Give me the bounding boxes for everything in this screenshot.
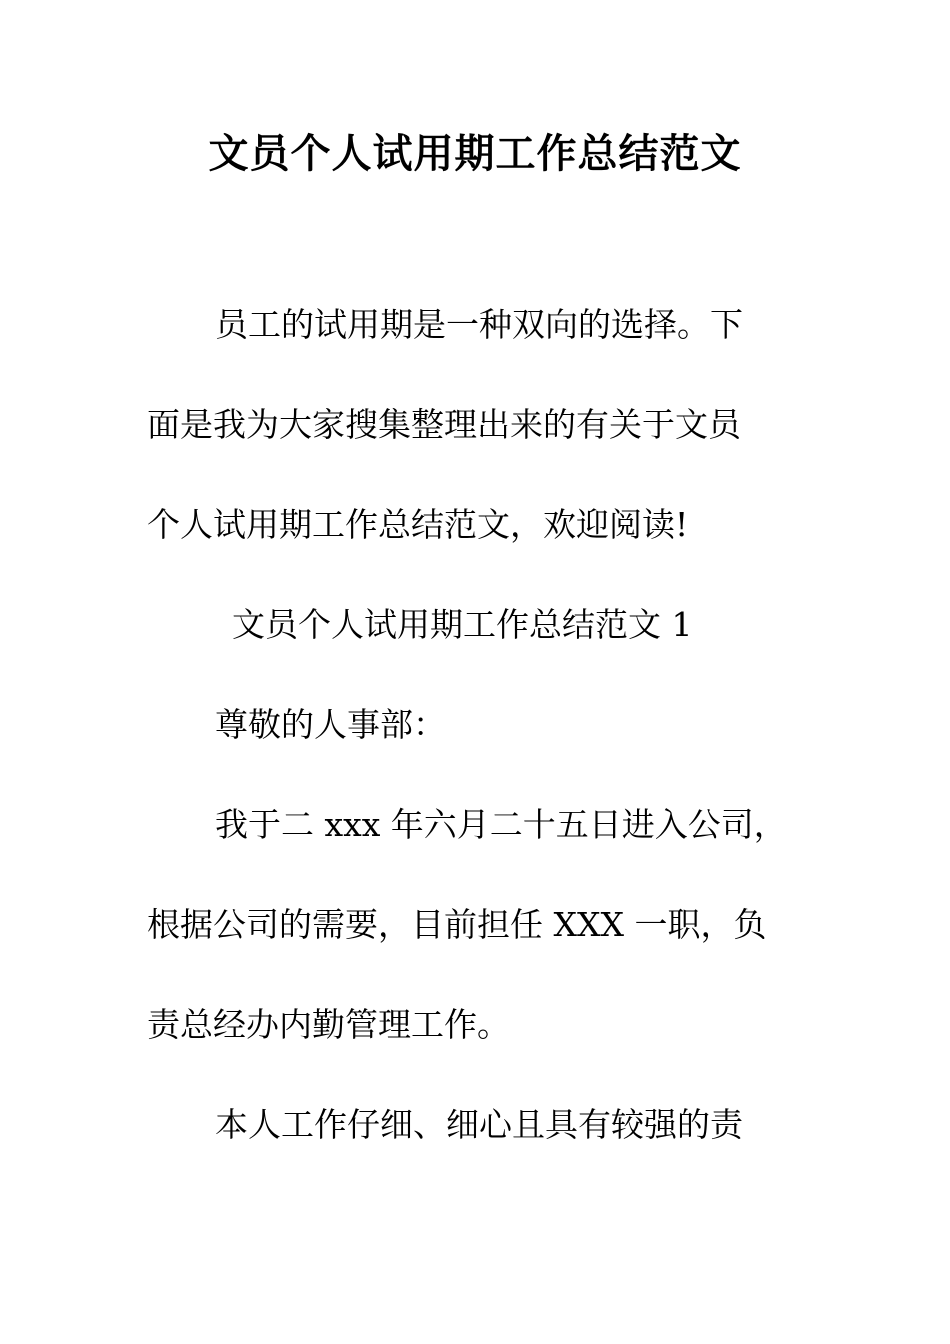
section-heading: 文员个人试用期工作总结范文 1 [232,605,693,644]
paragraph-line: 面是我为大家搜集整理出来的有关于文员 [147,405,741,444]
paragraph-line: 本人工作仔细、细心且具有较强的责 [215,1105,743,1144]
paragraph-line: 个人试用期工作总结范文，欢迎阅读! [147,505,689,544]
document-title: 文员个人试用期工作总结范文 [208,130,742,177]
paragraph-line: 根据公司的需要，目前担任 XXX 一职，负 [147,905,767,944]
paragraph-line: 员工的试用期是一种双向的选择。下 [215,305,743,344]
paragraph-line: 责总经办内勤管理工作。 [147,1005,510,1044]
paragraph-line: 我于二 xxx 年六月二十五日进入公司， [215,805,787,844]
salutation-line: 尊敬的人事部： [215,705,446,744]
